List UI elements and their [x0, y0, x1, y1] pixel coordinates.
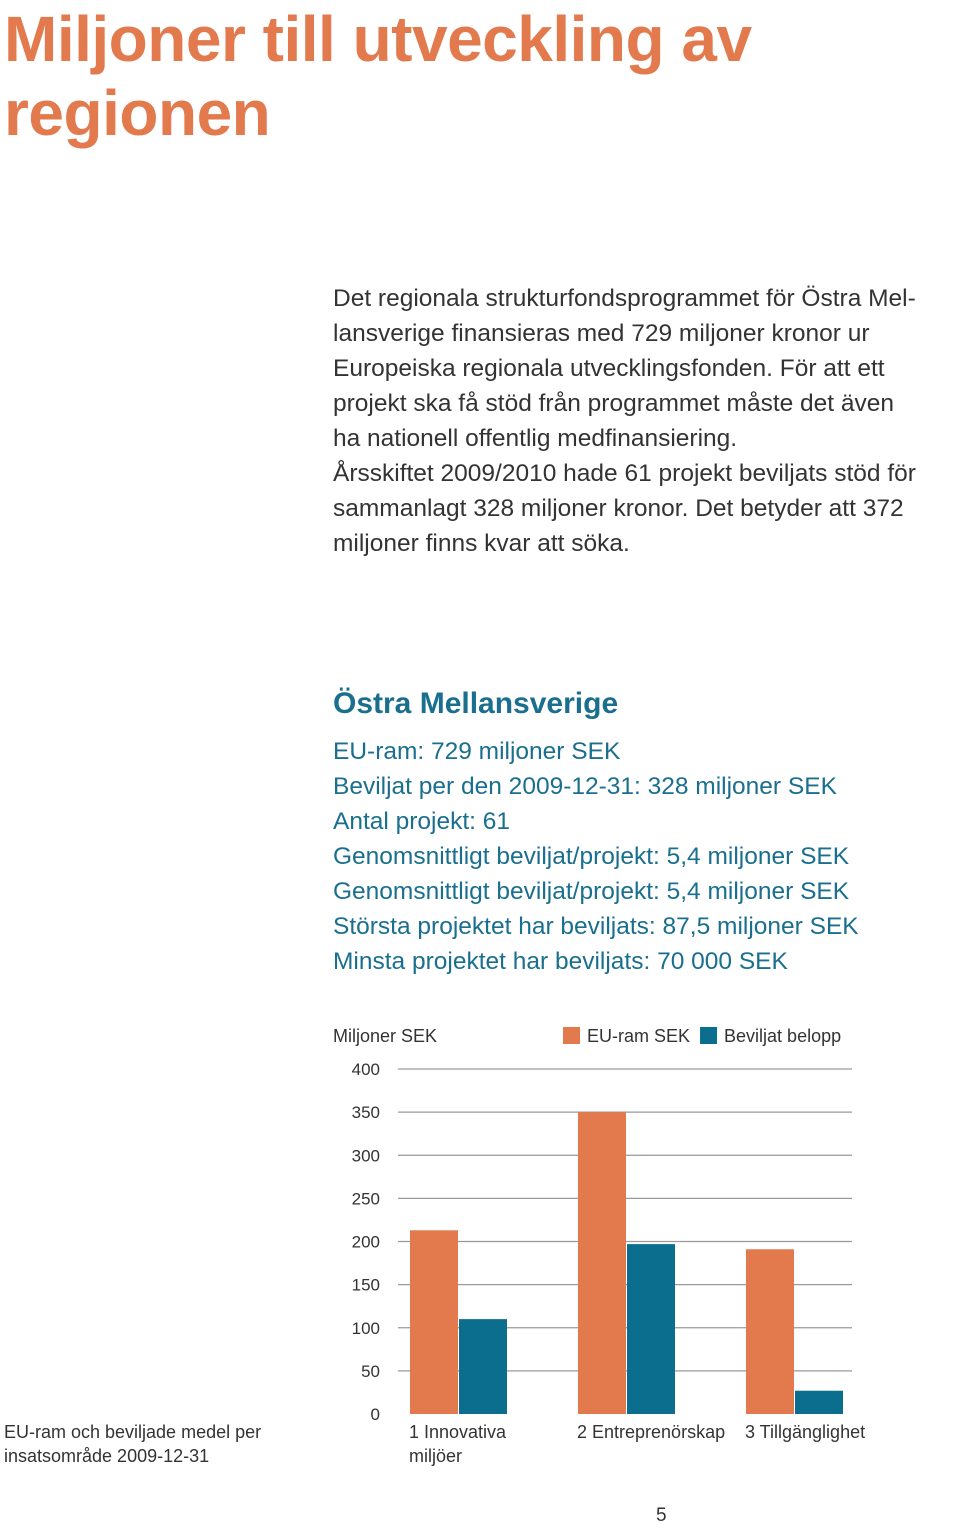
- y-tick-label: 300: [351, 1146, 380, 1166]
- intro-line: sammanlagt 328 miljoner kronor. Det betyder att 372: [333, 495, 904, 522]
- page-title-line-1: Miljoner till utveckling av: [4, 3, 752, 75]
- intro-line: Det regionala strukturfondsprogrammet för Östra Mel-: [333, 285, 916, 312]
- intro-line: Europeiska regionala utvecklingsfonden. För att ett: [333, 355, 885, 382]
- facts-list: [333, 734, 859, 979]
- page-title: [4, 2, 752, 150]
- bar: [459, 1319, 507, 1414]
- fact-line: EU-ram: 729 miljoner SEK: [333, 738, 621, 765]
- y-tick-label: 200: [351, 1232, 380, 1252]
- chart-caption: insatsområde 2009-12-31: [4, 1446, 210, 1466]
- legend-swatch: [700, 1027, 717, 1044]
- fact-line: Beviljat per den 2009-12-31: 328 miljoner SEK: [333, 773, 837, 800]
- fact-line: Antal projekt: 61: [333, 808, 511, 835]
- fact-line: Genomsnittligt beviljat/projekt: 5,4 miljoner SEK: [333, 843, 850, 870]
- y-tick-label: 400: [351, 1060, 380, 1079]
- legend-label: Beviljat belopp: [724, 1026, 842, 1046]
- intro-line: ha nationell offentlig medfinansiering.: [333, 425, 738, 452]
- intro-line: lansverige finansieras med 729 miljoner kronor ur: [333, 320, 870, 347]
- chart-caption: EU-ram och beviljade medel per: [4, 1422, 262, 1442]
- page-title-line-2: regionen: [4, 77, 271, 149]
- bar: [795, 1391, 843, 1414]
- bar: [578, 1112, 626, 1414]
- y-tick-label: 150: [351, 1275, 380, 1295]
- intro-line: Årsskiftet 2009/2010 hade 61 projekt beviljats stöd för: [333, 460, 916, 487]
- facts-heading: Östra Mellansverige: [333, 687, 619, 720]
- x-category-label: 2 Entreprenörskap: [577, 1422, 726, 1442]
- y-tick-label: 0: [370, 1405, 380, 1424]
- y-tick-label: 350: [351, 1103, 380, 1123]
- legend-swatch: [563, 1027, 580, 1044]
- y-tick-label: 100: [351, 1318, 380, 1338]
- bar: [627, 1244, 675, 1414]
- intro-line: projekt ska få stöd från programmet måste det även: [333, 390, 895, 417]
- intro-line: miljoner finns kvar att söka.: [333, 530, 630, 557]
- bar: [746, 1249, 794, 1414]
- bar: [410, 1230, 458, 1414]
- x-category-label: miljöer: [409, 1446, 463, 1466]
- fact-line: Genomsnittligt beviljat/projekt: 5,4 miljoner SEK: [333, 878, 850, 905]
- bar-chart: [0, 1010, 960, 1490]
- fact-line: Minsta projektet har beviljats: 70 000 SEK: [333, 948, 788, 975]
- y-tick-label: 250: [351, 1189, 380, 1209]
- intro-paragraph: [333, 281, 958, 561]
- y-axis-label: Miljoner SEK: [333, 1026, 438, 1046]
- fact-line: Största projektet har beviljats: 87,5 miljoner SEK: [333, 913, 859, 940]
- legend-label: EU-ram SEK: [587, 1026, 691, 1046]
- x-category-label: 1 Innovativa: [409, 1422, 507, 1442]
- x-category-label: 3 Tillgänglighet: [745, 1422, 866, 1442]
- page-number: 5: [656, 1505, 667, 1526]
- y-tick-label: 50: [361, 1361, 380, 1381]
